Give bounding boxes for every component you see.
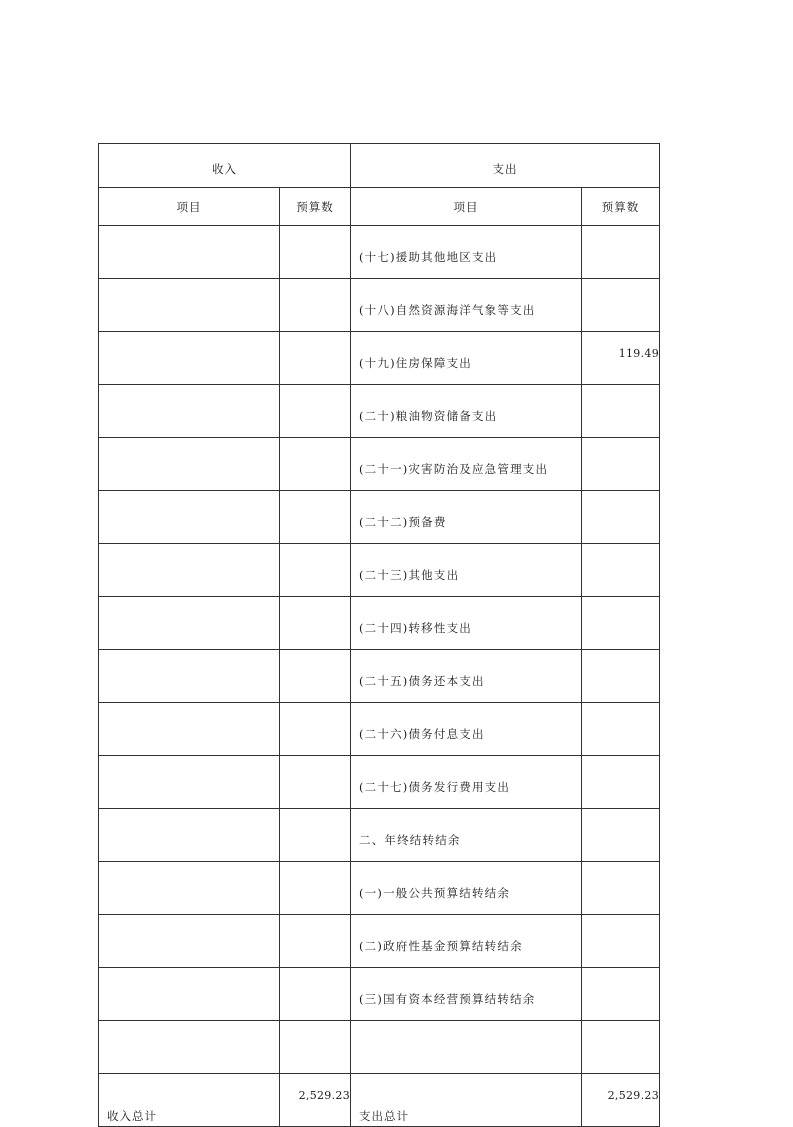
- income-item-cell: [99, 544, 280, 597]
- expense-amount-cell: [582, 491, 660, 544]
- expense-item-cell: (一)一般公共预算结转结余: [351, 862, 582, 915]
- income-item-cell: [99, 332, 280, 385]
- expense-amount-cell: [582, 968, 660, 1021]
- expense-item-header: 项目: [351, 188, 582, 226]
- table-row: [99, 1021, 660, 1074]
- income-item-cell: [99, 756, 280, 809]
- expense-amount-cell: [582, 226, 660, 279]
- expense-item-cell: (二十六)债务付息支出: [351, 703, 582, 756]
- totals-row: [99, 1074, 660, 1127]
- income-amount-cell: [280, 226, 351, 279]
- income-amount-cell: [280, 968, 351, 1021]
- income-amount-cell: [280, 544, 351, 597]
- expense-amount-cell: [582, 544, 660, 597]
- expense-item-cell: (二十一)灾害防治及应急管理支出: [351, 438, 582, 491]
- expense-amount-cell: [582, 862, 660, 915]
- income-header: 收入: [99, 144, 351, 188]
- header-row-group: [99, 144, 660, 188]
- expense-amount-cell: [582, 438, 660, 491]
- income-total-label: 收入总计: [99, 1074, 280, 1127]
- income-item-cell: [99, 809, 280, 862]
- expense-amount-cell: [582, 597, 660, 650]
- table-row: [99, 809, 660, 862]
- income-amount-cell: [280, 1021, 351, 1074]
- expense-item-cell: (十七)援助其他地区支出: [351, 226, 582, 279]
- table-row: [99, 968, 660, 1021]
- expense-item-cell: (十八)自然资源海洋气象等支出: [351, 279, 582, 332]
- expense-item-cell: 二、年终结转结余: [351, 809, 582, 862]
- expense-amount-cell: [582, 279, 660, 332]
- header-row-columns: [99, 188, 660, 226]
- income-amount-cell: [280, 597, 351, 650]
- expense-amount-cell: [582, 915, 660, 968]
- expense-total-label: 支出总计: [351, 1074, 582, 1127]
- income-item-cell: [99, 862, 280, 915]
- income-item-header: 项目: [99, 188, 280, 226]
- expense-amount-cell: [582, 809, 660, 862]
- table-row: [99, 544, 660, 597]
- expense-amount-cell: 119.49: [582, 332, 660, 385]
- expense-amount-cell: [582, 703, 660, 756]
- income-amount-cell: [280, 650, 351, 703]
- budget-table: [98, 143, 660, 1127]
- income-item-cell: [99, 597, 280, 650]
- expense-item-cell: (二十七)债务发行费用支出: [351, 756, 582, 809]
- expense-amount-header: 预算数: [582, 188, 660, 226]
- expense-amount-cell: [582, 650, 660, 703]
- income-item-cell: [99, 279, 280, 332]
- expense-amount-cell: [582, 756, 660, 809]
- income-amount-cell: [280, 279, 351, 332]
- table-row: [99, 650, 660, 703]
- table-row: [99, 385, 660, 438]
- income-item-cell: [99, 491, 280, 544]
- income-amount-cell: [280, 438, 351, 491]
- income-item-cell: [99, 650, 280, 703]
- table-row: [99, 756, 660, 809]
- income-item-cell: [99, 968, 280, 1021]
- income-total-amount: 2,529.23: [280, 1074, 351, 1127]
- expense-item-cell: (二十二)预备费: [351, 491, 582, 544]
- income-item-cell: [99, 703, 280, 756]
- table-row: [99, 862, 660, 915]
- expense-item-cell: (二十四)转移性支出: [351, 597, 582, 650]
- table-row: [99, 438, 660, 491]
- expense-amount-cell: [582, 1021, 660, 1074]
- table-row: [99, 279, 660, 332]
- table-row: [99, 226, 660, 279]
- income-amount-cell: [280, 809, 351, 862]
- expense-item-cell: (二十)粮油物资储备支出: [351, 385, 582, 438]
- income-amount-cell: [280, 332, 351, 385]
- income-amount-cell: [280, 862, 351, 915]
- expense-item-cell: (二十五)债务还本支出: [351, 650, 582, 703]
- expense-item-cell: [351, 1021, 582, 1074]
- income-item-cell: [99, 915, 280, 968]
- expense-total-amount: 2,529.23: [582, 1074, 660, 1127]
- income-amount-cell: [280, 756, 351, 809]
- table-row: [99, 915, 660, 968]
- table-row: [99, 703, 660, 756]
- expenditure-header: 支出: [351, 144, 660, 188]
- income-item-cell: [99, 385, 280, 438]
- income-amount-header: 预算数: [280, 188, 351, 226]
- income-amount-cell: [280, 703, 351, 756]
- income-amount-cell: [280, 491, 351, 544]
- income-item-cell: [99, 226, 280, 279]
- table-row: [99, 597, 660, 650]
- expense-item-cell: (十九)住房保障支出: [351, 332, 582, 385]
- expense-item-cell: (二)政府性基金预算结转结余: [351, 915, 582, 968]
- expense-item-cell: (二十三)其他支出: [351, 544, 582, 597]
- expense-item-cell: (三)国有资本经营预算结转结余: [351, 968, 582, 1021]
- income-item-cell: [99, 438, 280, 491]
- table-row: [99, 332, 660, 385]
- table-row: [99, 491, 660, 544]
- income-item-cell: [99, 1021, 280, 1074]
- income-amount-cell: [280, 385, 351, 438]
- income-amount-cell: [280, 915, 351, 968]
- expense-amount-cell: [582, 385, 660, 438]
